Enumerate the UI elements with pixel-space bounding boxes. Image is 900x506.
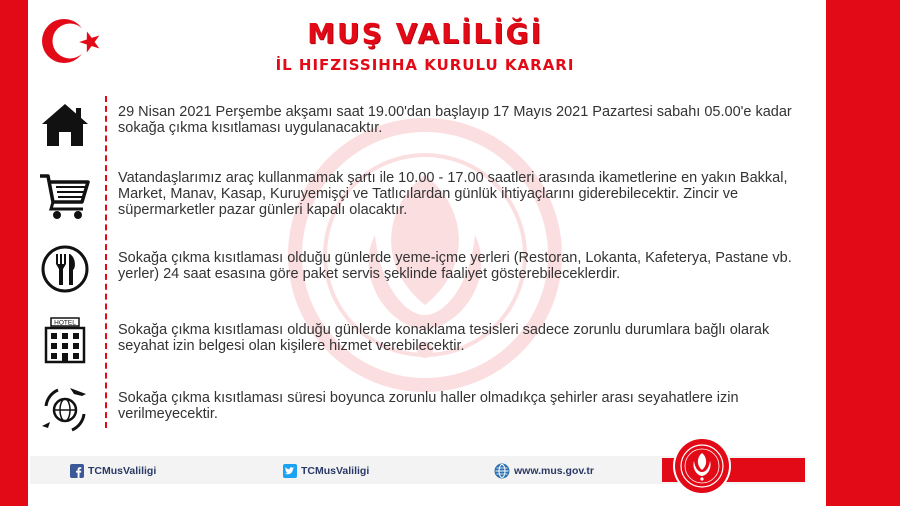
- footer-facebook[interactable]: [70, 462, 156, 480]
- footer-twitter[interactable]: [283, 462, 369, 480]
- right-red-border: [826, 0, 900, 506]
- info-text: Sokağa çıkma kısıtlaması süresi boyunca zorunlu haller olmadıkça şehirler arası seyahatlere izin verilmeyecektir.: [118, 390, 739, 422]
- shopping-cart-icon: [38, 172, 92, 222]
- hotel-sign: HOTEL: [54, 319, 76, 327]
- info-text: Sokağa çıkma kısıtlaması olduğu günlerde konaklama tesisleri sadece zorunlu durumlara bağlı olarak seyahat izin belgesi olan kişilere hizmet verebilecektir.: [118, 322, 770, 354]
- restaurant-icon: [38, 244, 92, 294]
- footer-website[interactable]: [494, 462, 594, 480]
- info-text: Sokağa çıkma kısıtlaması olduğu günlerde yeme-içme yerleri (Restoran, Lokanta, Kafeterya, Pastane vb. yerler) 24 saat esasına göre paket servis şeklinde faaliyet gösterebileceklerdir.: [118, 250, 792, 282]
- info-text: 29 Nisan 2021 Perşembe akşamı saat 19.00'dan başlayıp 17 Mayıs 2021 Pazartesi sabahı 05.00'e kadar sokağa çıkma kısıtlaması uygulanacaktır.: [118, 104, 792, 136]
- dashed-divider: [105, 96, 107, 428]
- website-link: www.mus.gov.tr: [514, 465, 594, 477]
- turkish-flag-icon: [40, 14, 106, 68]
- hotel-icon: [38, 316, 92, 366]
- twitter-handle: TCMusValiligi: [301, 465, 370, 477]
- facebook-handle: TCMusValiligi: [88, 465, 157, 477]
- left-red-border: [0, 0, 28, 506]
- home-icon: [38, 100, 92, 150]
- facebook-icon: [70, 464, 84, 478]
- globe-icon: [494, 463, 510, 479]
- info-text: Vatandaşlarımız araç kullanmamak şartı ile 10.00 - 17.00 saatleri arasında ikametlerine en yakın Bakkal, Market, Manav, Kasap, Kuruyemişçi ve Tatlıcılardan günlük ihtiyaçlarını giderebilecektir. Zincir ve süpermarketler pazar günleri kapalı olacaktır.: [118, 170, 788, 218]
- page-subtitle: İL HIFZISSIHHA KURULU KARARI: [275, 56, 575, 74]
- governorship-seal-icon: [672, 436, 732, 496]
- travel-globe-icon: [38, 382, 92, 432]
- page-title: MUŞ VALİLİĞİ: [307, 17, 543, 50]
- twitter-icon: [283, 464, 297, 478]
